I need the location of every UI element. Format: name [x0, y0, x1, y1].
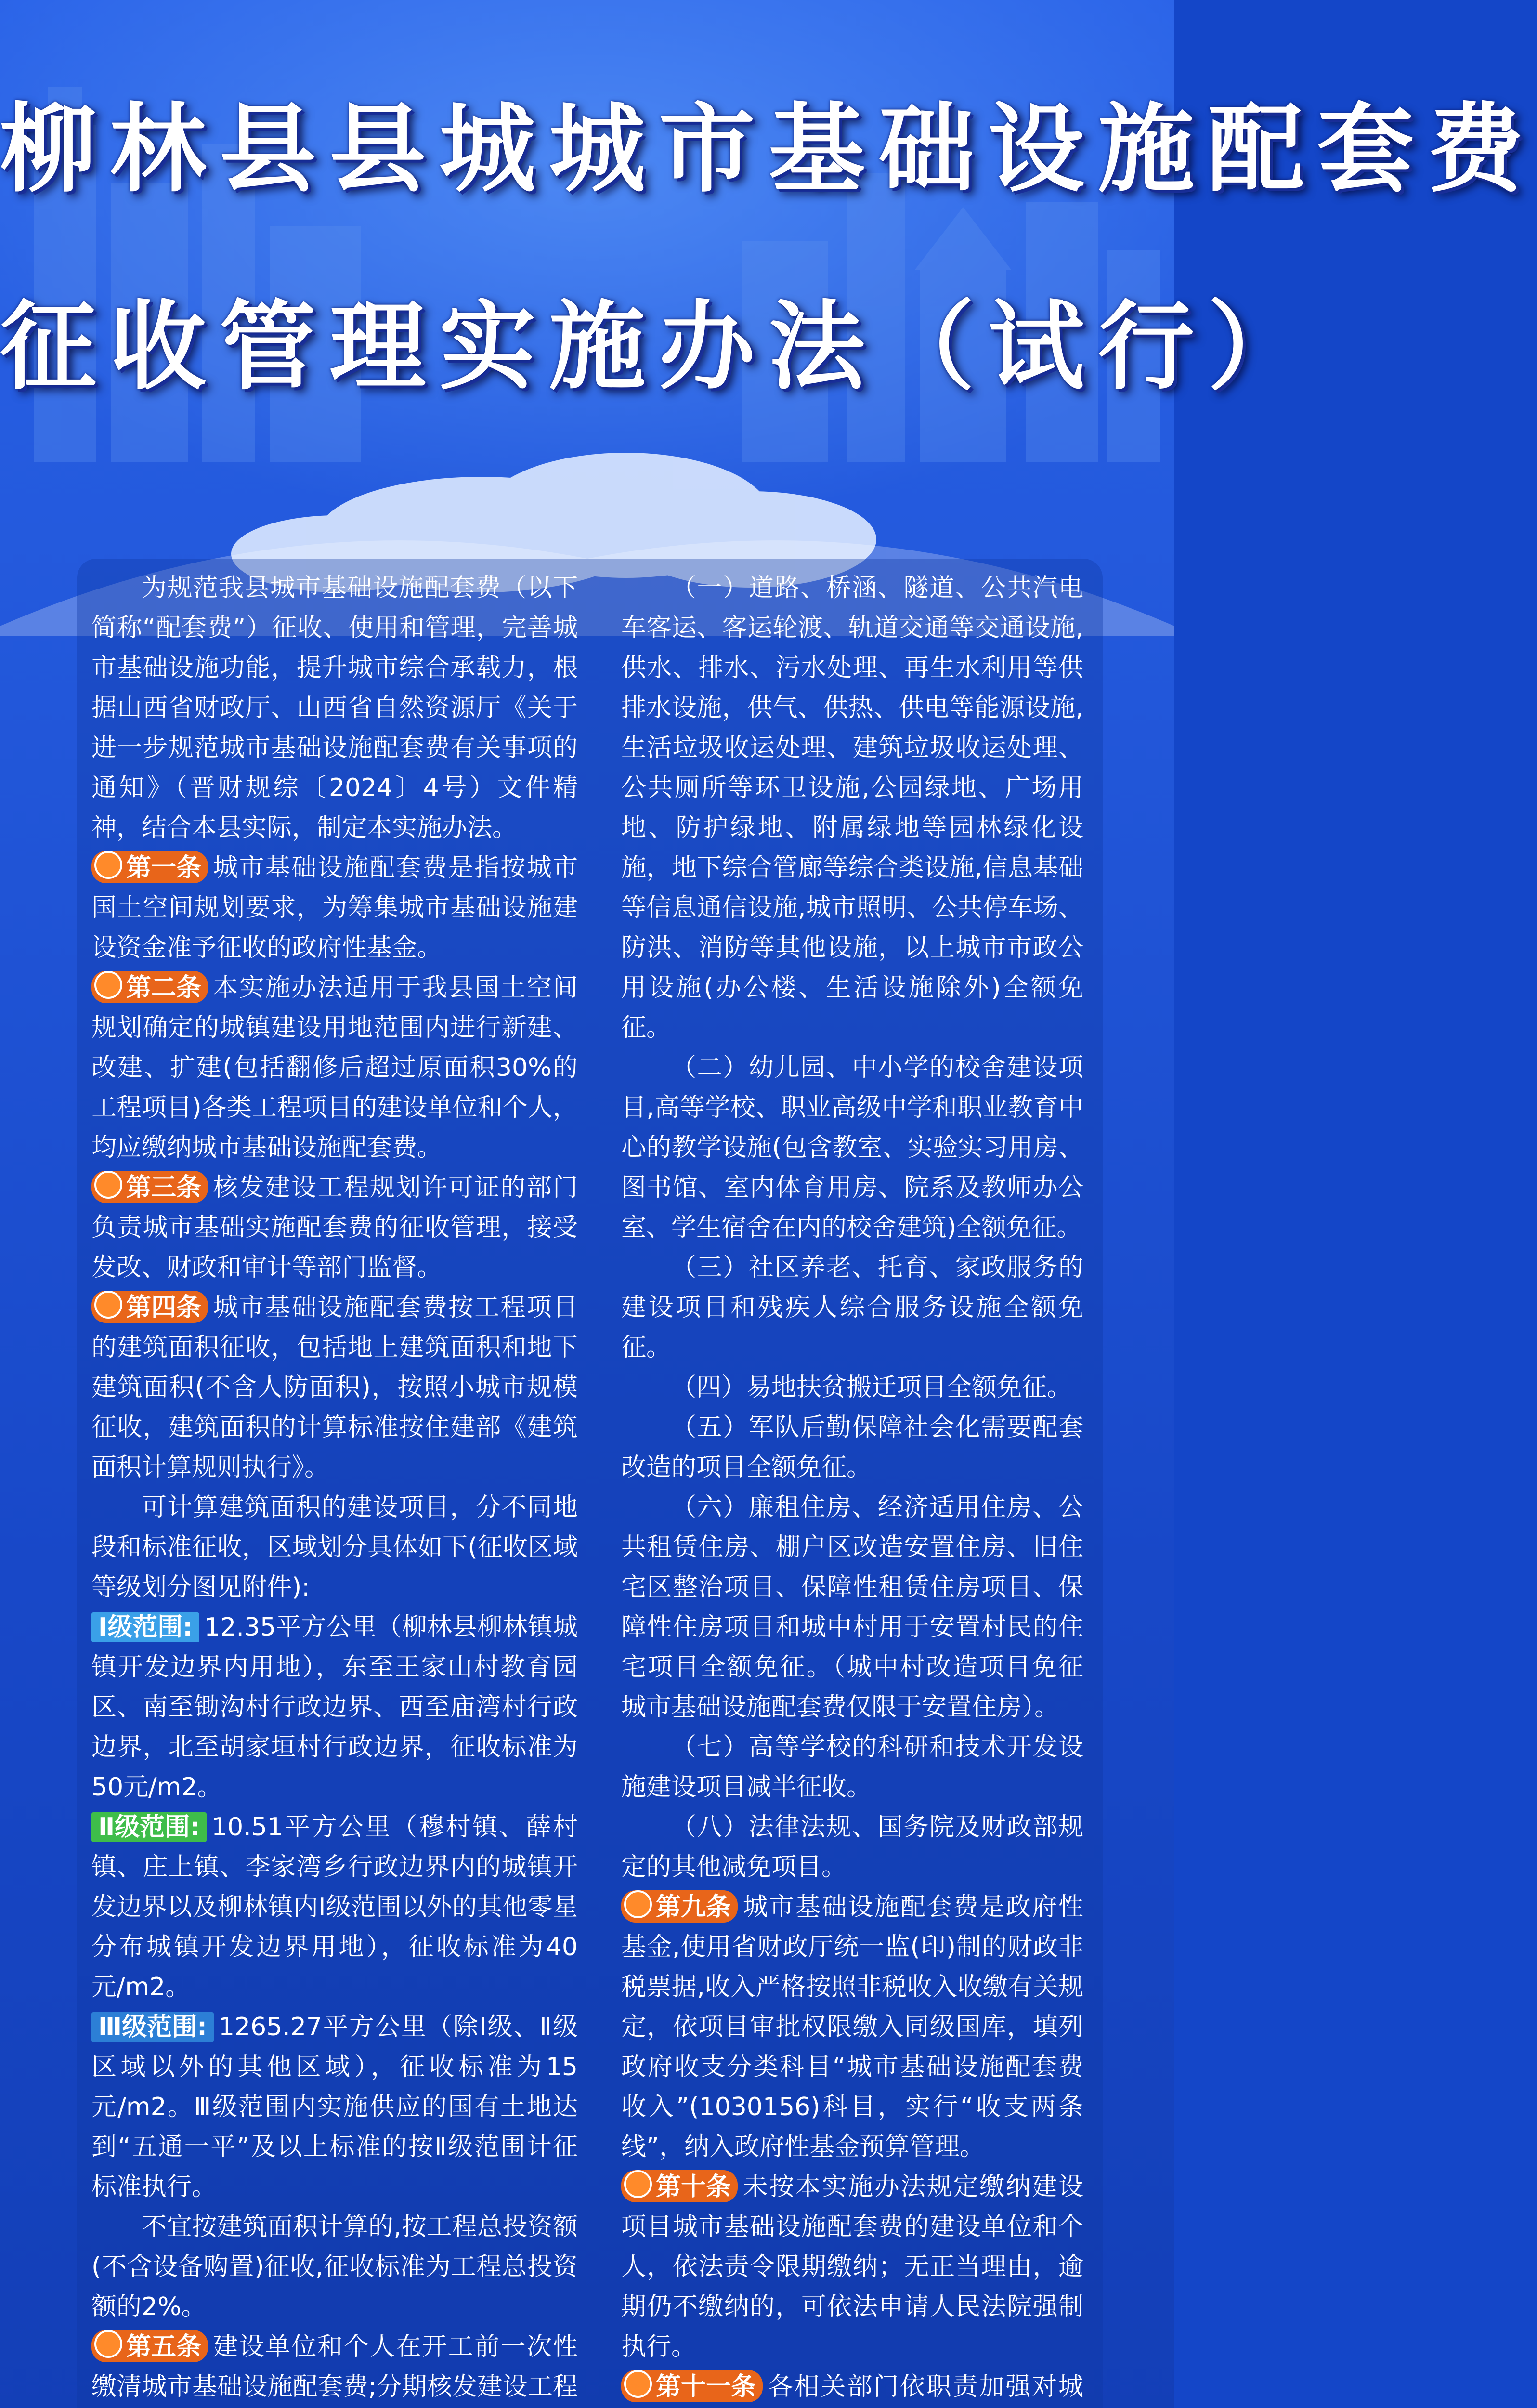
article-5: 第五条 建设单位和个人在开工前一次性缴清城市基础设施配套费;分期核发建设工程 — [91, 2327, 578, 2408]
bullet-dot-icon — [94, 1291, 122, 1319]
article-badge: 第二条 — [91, 971, 208, 1003]
article-4-paragraph-3: 不宜按建筑面积计算的,按工程总投资额(不含设备购置)征收,征收标准为工程总投资额的2%。 — [91, 2212, 578, 2321]
exemption-item-1: （一）道路、桥涵、隧道、公共汽电车客运、客运轮渡、轨道交通等交通设施,供水、排水、污水处理、再生水利用等供排水设施，供气、供热、供电等能源设施,生活垃圾收运处理、建筑垃圾收运处理、公共厕所等环卫设施,公园绿地、广场用地、防护绿地、附属绿地等园林绿化设施，地下综合管廊等综合类设施,信息基础等信息通信设施,城市照明、公共停车场、防洪、消防等其他设施，以上城市市政公用设施(办公楼、生活设施除外)全额免征。 — [621, 574, 1083, 1042]
bullet-dot-icon — [624, 2370, 652, 2398]
article-badge: 第十条 — [621, 2170, 738, 2202]
bullet-dot-icon — [624, 1890, 652, 1918]
article-badge: 第四条 — [91, 1291, 208, 1323]
article-9: 第九条 城市基础设施配套费是政府性基金,使用省财政厅统一监(印)制的财政非税票据,收入严格按照非税收入收缴有关规定，依项目审批权限缴入同级国库，填列政府收支分类科目“城市基础设施配套费收入”(1030156)科目，实行“收支两条线”，纳入政府性基金预算管理。 — [621, 1887, 1083, 2167]
article-badge: 第五条 — [91, 2330, 208, 2362]
grade-1-range: Ⅰ级范围: 12.35平方公里（柳林县柳林镇城镇开发边界内用地），东至王家山村教育园区、南至锄沟村行政边界、西至庙湾村行政边界，北至胡家垣村行政边界，征收标准为50元/m2。 — [91, 1613, 578, 1802]
article-4-paragraph-2: 可计算建筑面积的建设项目，分不同地段和标准征收，区域划分具体如下(征收区域等级划分图见附件): — [91, 1493, 578, 1602]
right-column — [621, 568, 1083, 2408]
grade-2-badge: Ⅱ级范围: — [91, 1812, 207, 1842]
exemption-item-7: （七）高等学校的科研和技术开发设施建设项目减半征收。 — [621, 1733, 1083, 1802]
article-1: 第一条 城市基础设施配套费是指按城市国土空间规划要求，为筹集城市基础设施建设资金准予征收的政府性基金。 — [91, 848, 578, 968]
bullet-dot-icon — [94, 2330, 122, 2358]
article-3: 第三条 核发建设工程规划许可证的部门负责城市基础实施配套费的征收管理，接受发改、财政和审计等部门监督。 — [91, 1168, 578, 1288]
bullet-dot-icon — [624, 2170, 652, 2198]
grade-3-badge: Ⅲ级范围: — [91, 2012, 214, 2042]
exemption-item-5: （五）军队后勤保障社会化需要配套改造的项目全额免征。 — [621, 1413, 1083, 1482]
poster-title-line1: 柳林县县城城市基础设施配套费 — [0, 92, 1537, 206]
article-badge: 第一条 — [91, 851, 208, 883]
bullet-dot-icon — [94, 971, 122, 999]
article-11: 第十一条 各相关部门依职责加强对城 — [621, 2367, 1083, 2408]
poster-title-line2: 征收管理实施办法（试行） — [0, 290, 1318, 403]
exemption-item-3: （三）社区养老、托育、家政服务的建设项目和残疾人综合服务设施全额免征。 — [621, 1253, 1083, 1362]
left-column — [91, 568, 578, 2408]
article-2: 第二条 本实施办法适用于我县国土空间规划确定的城镇建设用地范围内进行新建、改建、扩建(包括翻修后超过原面积30%的工程项目)各类工程项目的建设单位和个人，均应缴纳城市基础设施配套费。 — [91, 968, 578, 1168]
exemption-item-6: （六）廉租住房、经济适用住房、公共租赁住房、棚户区改造安置住房、旧住宅区整治项目、保障性租赁住房项目、保障性住房项目和城中村用于安置村民的住宅项目全额免征。（城中村改造项目免征城市基础设施配套费仅限于安置住房）。 — [621, 1493, 1083, 1722]
intro-paragraph: 为规范我县城市基础设施配套费（以下简称“配套费”）征收、使用和管理，完善城市基础设施功能，提升城市综合承载力，根据山西省财政厅、山西省自然资源厅《关于进一步规范城市基础设施配套费有关事项的通知》（晋财规综〔2024〕4号）文件精神，结合本县实际，制定本实施办法。 — [91, 574, 578, 842]
bullet-dot-icon — [94, 851, 122, 879]
article-badge: 第十一条 — [621, 2370, 763, 2402]
exemption-item-8: （八）法律法规、国务院及财政部规定的其他减免项目。 — [621, 1813, 1083, 1882]
article-badge: 第九条 — [621, 1890, 738, 1923]
grade-1-badge: Ⅰ级范围: — [91, 1612, 199, 1642]
exemption-item-2: （二）幼儿园、中小学的校舍建设项目,高等学校、职业高级中学和职业教育中心的教学设施(包含教室、实验实习用房、图书馆、室内体育用房、院系及教师办公室、学生宿舍在内的校舍建筑)全额免征。 — [621, 1053, 1083, 1242]
grade-2-range: Ⅱ级范围: 10.51平方公里（穆村镇、薛村镇、庄上镇、李家湾乡行政边界内的城镇开发边界以及柳林镇内Ⅰ级范围以外的其他零星分布城镇开发边界用地），征收标准为40元/m2。 — [91, 1813, 578, 2002]
bullet-dot-icon — [94, 1171, 122, 1199]
article-4: 第四条 城市基础设施配套费按工程项目的建筑面积征收，包括地上建筑面积和地下建筑面积(不含人防面积)，按照小城市规模征收，建筑面积的计算标准按住建部《建筑面积计算规则执行》。 — [91, 1288, 578, 1488]
article-badge: 第三条 — [91, 1171, 208, 1203]
exemption-item-4: （四）易地扶贫搬迁项目全额免征。 — [671, 1373, 1072, 1402]
grade-3-range: Ⅲ级范围: 1265.27平方公里（除Ⅰ级、Ⅱ级区域以外的其他区域），征收标准为15元/m2。Ⅲ级范围内实施供应的国有土地达到“五通一平”及以上标准的按Ⅱ级范围计征标准执行。 — [91, 2013, 578, 2201]
article-10: 第十条 未按本实施办法规定缴纳建设项目城市基础设施配套费的建设单位和个人，依法责令限期缴纳；无正当理由，逾期仍不缴纳的，可依法申请人民法院强制执行。 — [621, 2167, 1083, 2367]
